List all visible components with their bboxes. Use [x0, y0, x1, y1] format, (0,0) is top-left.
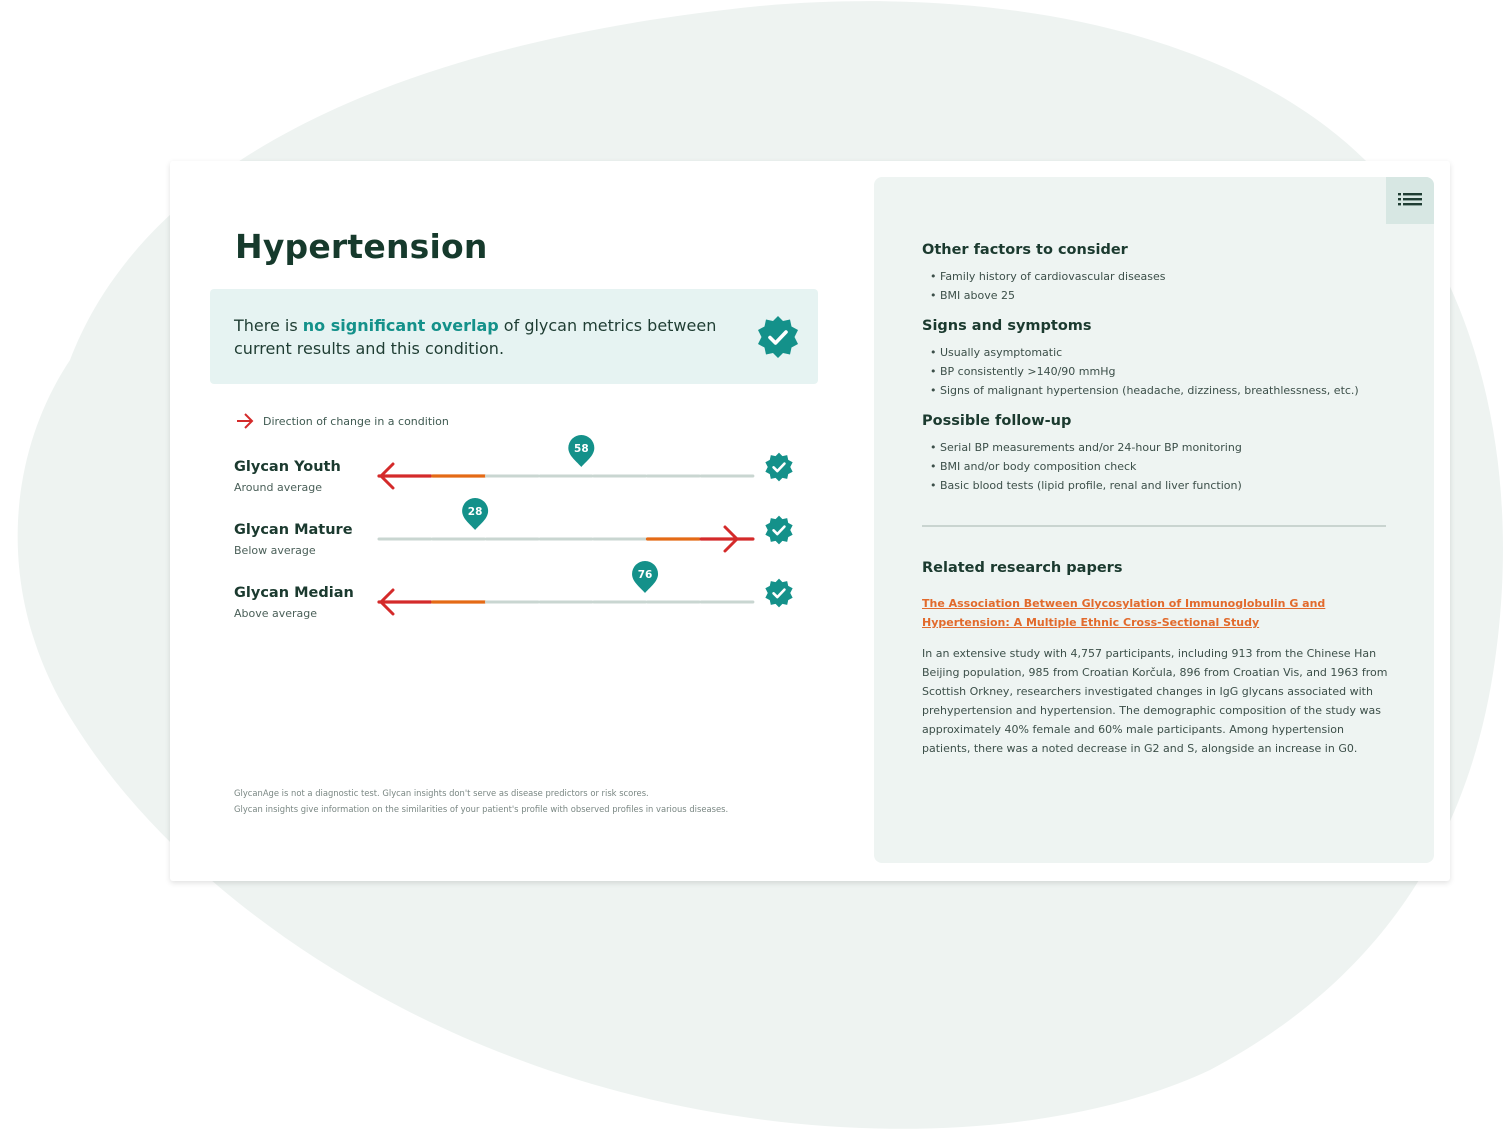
direction-legend: [235, 412, 449, 430]
overlap-text: There is no significant overlap of glycan metrics between current results and this condition.: [234, 316, 717, 358]
metric-name: Glycan Mature: [234, 522, 353, 538]
legend-label: Direction of change in a condition: [263, 414, 449, 428]
section-title-signs: Signs and symptoms: [922, 318, 1092, 334]
metric-scale: [379, 429, 749, 499]
score-value: 58: [574, 443, 589, 455]
score-marker: [632, 561, 658, 593]
list-item: • Usually asymptomatic: [930, 343, 1359, 362]
followup-list: [930, 438, 1242, 495]
disclaimer-line: GlycanAge is not a diagnostic test. Glycan insights don't serve as disease predictors or risk scores.: [234, 788, 649, 798]
metric-status: Above average: [234, 607, 318, 620]
menu-button[interactable]: [1386, 177, 1434, 224]
check-badge-icon: [764, 578, 794, 608]
list-item: • Family history of cardiovascular diseases: [930, 267, 1166, 286]
research-paper-link[interactable]: The Association Between Glycosylation of Immunoglobulin G and Hypertension: A Multiple Ethnic Cross-Sectional Study: [922, 597, 1326, 629]
score-marker: [568, 435, 594, 467]
score-value: 28: [467, 506, 483, 518]
page-title: Hypertension: [235, 227, 488, 266]
research-summary: In an extensive study with 4,757 participants, including 913 from the Chinese Han Beijing population, 985 from Croatian Korčula, 896 from Croatian Vis, and 1963 from Scottish Orkney, researchers investigated changes in IgG glycans associated with prehypertension and hypertension. The demographic composition of the study was approximately 40% female and 60% male participants. Among hypertension patients, there was a noted decrease in G2 and S, alongside an increase in G0.: [922, 647, 1388, 755]
metric-name: Glycan Youth: [234, 459, 341, 475]
arrow-right-icon: [235, 412, 255, 430]
section-title-research: Related research papers: [922, 560, 1123, 576]
divider: [922, 525, 1386, 527]
list-item: • Basic blood tests (lipid profile, renal and liver function): [930, 476, 1242, 495]
check-badge-icon: [764, 452, 794, 482]
metric-scale: [379, 555, 749, 625]
overlap-highlight: no significant overlap: [302, 316, 499, 335]
section-title-other-factors: Other factors to consider: [922, 242, 1128, 258]
score-value: 76: [637, 569, 653, 581]
list-item: • Signs of malignant hypertension (headache, dizziness, breathlessness, etc.): [930, 381, 1359, 400]
list-menu-icon: [1398, 192, 1422, 210]
signs-list: [930, 343, 1359, 400]
list-item: • BP consistently >140/90 mmHg: [930, 362, 1359, 381]
section-title-followup: Possible follow-up: [922, 413, 1072, 429]
metric-status: Around average: [234, 481, 322, 494]
metric-name: Glycan Median: [234, 585, 354, 601]
metric-scale: [379, 492, 749, 562]
check-badge-icon: [764, 515, 794, 545]
insight-card: [170, 161, 1450, 881]
disclaimer-line: Glycan insights give information on the similarities of your patient's profile with observed profiles in various diseases.: [234, 804, 729, 814]
overlap-summary: [210, 289, 818, 384]
check-badge-icon: [756, 315, 800, 359]
disclaimer: [234, 785, 834, 817]
metric-status: Below average: [234, 544, 316, 557]
list-item: • BMI and/or body composition check: [930, 457, 1242, 476]
score-marker: [462, 498, 488, 530]
metric-row-glycan-median: [234, 569, 834, 645]
list-item: • BMI above 25: [930, 286, 1166, 305]
other-factors-list: [930, 267, 1166, 305]
side-panel: [874, 177, 1434, 863]
list-item: • Serial BP measurements and/or 24-hour BP monitoring: [930, 438, 1242, 457]
